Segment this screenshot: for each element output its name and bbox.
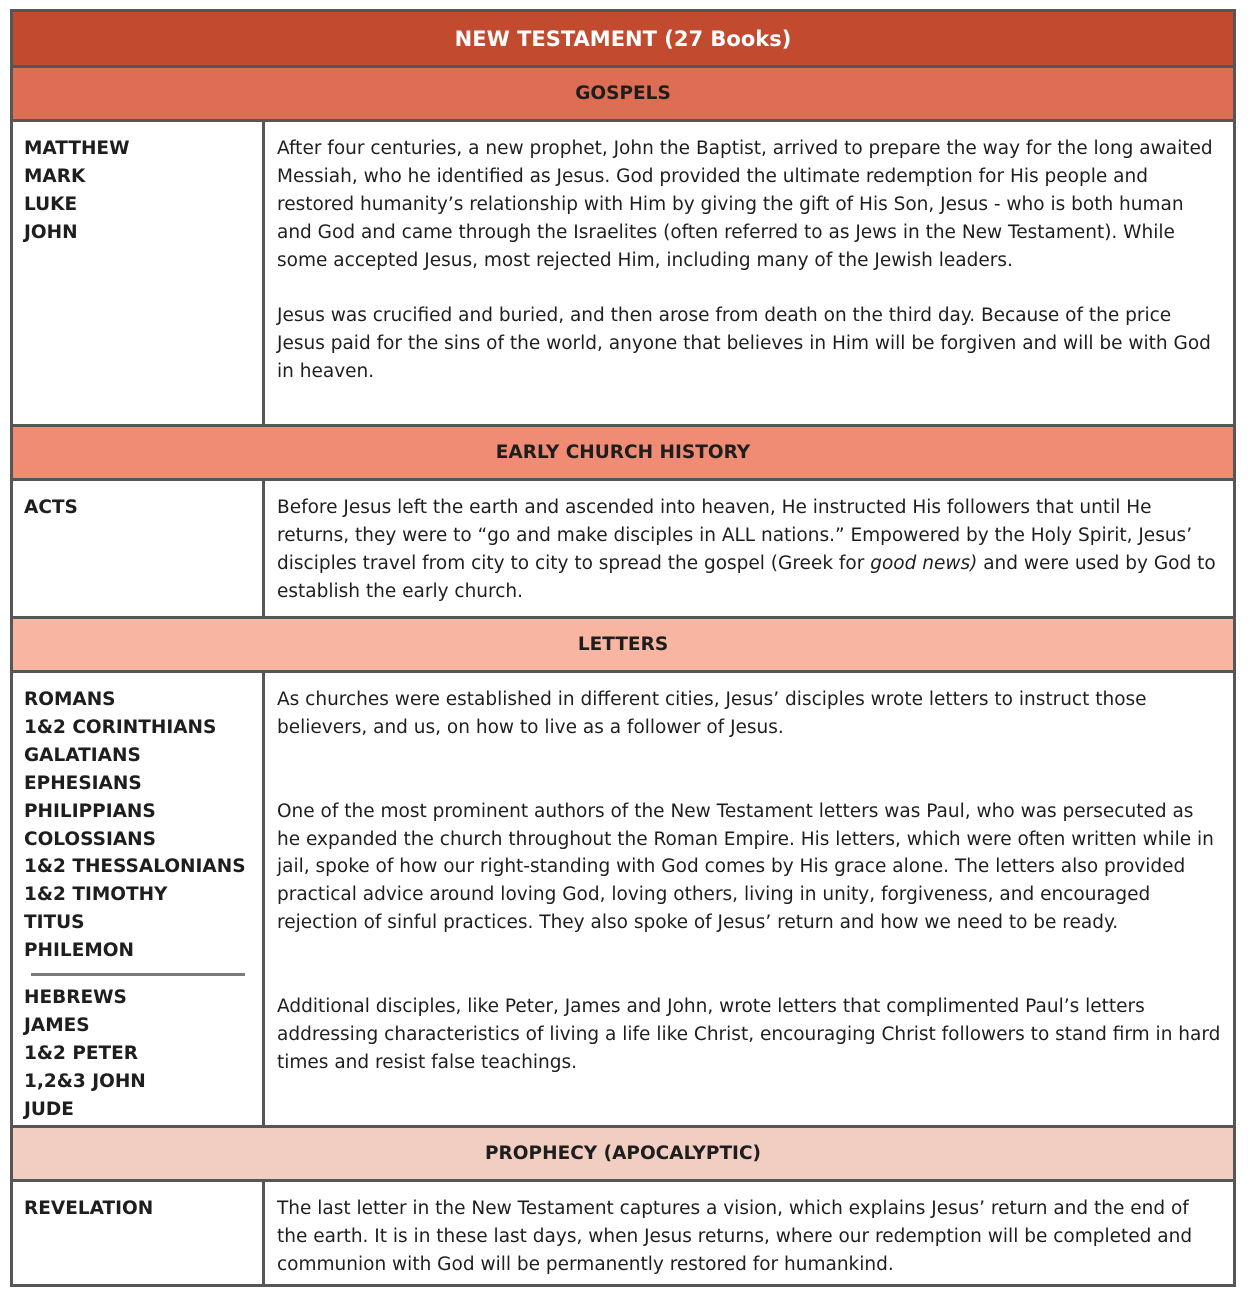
- book-name: GALATIANS: [24, 744, 141, 766]
- book-list-prophecy: [13, 1182, 265, 1284]
- section-row-gospels: [13, 122, 1233, 427]
- book-list-early-church-history: [13, 481, 265, 616]
- book-group-divider: [31, 973, 245, 976]
- section-row-letters: [13, 673, 1233, 1128]
- section-heading-prophecy: PROPHECY (APOCALYPTIC): [13, 1128, 1233, 1182]
- description-paragraph: Additional disciples, like Peter, James and John, wrote letters that complimented Paul’s letters addressing characteristics of living a life like Christ, encouraging Christ followers to stand firm in hard times and resist false teachings.: [277, 995, 1221, 1073]
- section-description-letters: [277, 673, 1233, 1125]
- description-paragraph: As churches were established in different cities, Jesus’ disciples wrote letters to instruct those believers, and us, on how to live as a follower of Jesus.: [277, 689, 1147, 738]
- book-name: 1,2&3 JOHN: [24, 1070, 146, 1092]
- book-name: JAMES: [24, 1014, 90, 1036]
- book-name: MARK: [24, 165, 86, 187]
- section-description-early-church-history: [277, 481, 1233, 616]
- book-name: MATTHEW: [24, 138, 130, 159]
- book-name: REVELATION: [24, 1198, 154, 1219]
- description-paragraph: Jesus was crucified and buried, and then arose from death on the third day. Because of the price Jesus paid for the sins of the world, anyone that believes in Him will be forgiven and will be with God in heaven.: [277, 305, 1211, 383]
- table-title: NEW TESTAMENT (27 Books): [13, 12, 1233, 68]
- book-name: PHILIPPIANS: [24, 800, 156, 822]
- section-heading-early-church-history: EARLY CHURCH HISTORY: [13, 427, 1233, 481]
- book-name: 1&2 TIMOTHY: [24, 884, 168, 906]
- book-name: JOHN: [24, 221, 78, 243]
- book-name: COLOSSIANS: [24, 828, 156, 850]
- section-description-gospels: [277, 122, 1233, 424]
- section-row-prophecy: [13, 1182, 1233, 1284]
- section-description-prophecy: [277, 1182, 1233, 1284]
- description-text: Before Jesus left the earth and ascended into heaven, He instructed His followers that until He returns, they were to “go and make disciples in ALL nations.” Empowered by the Holy Spirit, Jesus’ disciples travel from city to city to spread the gospel (Greek for: [277, 497, 1193, 574]
- description-paragraph: The last letter in the New Testament captures a vision, which explains Jesus’ return and the end of the earth. It is in these last days, when Jesus returns, where our redemption will be completed and communion with God will be permanently restored for humankind.: [277, 1198, 1193, 1275]
- description-paragraph: One of the most prominent authors of the New Testament letters was Paul, who was persecuted as he expanded the church throughout the Roman Empire. His letters, which were often written while in jail, spoke of how our right-standing with God comes by His grace alone. The letters also provided practical advice around loving God, loving others, living in unity, forgiveness, and encouraged rejection of sinful practices. They also spoke of Jesus’ return and how we need to be ready.: [277, 800, 1214, 934]
- book-name: EPHESIANS: [24, 772, 142, 794]
- book-name: HEBREWS: [24, 987, 127, 1009]
- section-row-early-church-history: [13, 481, 1233, 619]
- book-name: 1&2 THESSALONIANS: [24, 856, 246, 878]
- description-text: and were used by God to establish the early church.: [277, 552, 1216, 602]
- book-name: TITUS: [24, 912, 85, 934]
- book-name: 1&2 PETER: [24, 1042, 139, 1064]
- book-name: LUKE: [24, 193, 78, 215]
- section-heading-gospels: GOSPELS: [13, 68, 1233, 122]
- book-name: ACTS: [24, 497, 78, 518]
- book-list-letters: [13, 673, 265, 1125]
- new-testament-table: [10, 9, 1236, 1287]
- section-heading-letters: LETTERS: [13, 619, 1233, 673]
- book-name: ROMANS: [24, 689, 116, 710]
- book-name: 1&2 CORINTHIANS: [24, 716, 217, 738]
- book-name: JUDE: [24, 1098, 74, 1120]
- description-italic-text: good news): [870, 552, 978, 574]
- book-list-gospels: [13, 122, 265, 424]
- description-paragraph: After four centuries, a new prophet, John the Baptist, arrived to prepare the way for the long awaited Messiah, who he identified as Jesus. God provided the ultimate redemption for His people and restored humanity’s relationship with Him by giving the gift of His Son, Jesus - who is both human and God and came through the Israelites (often referred to as Jews in the New Testament). While some accepted Jesus, most rejected Him, including many of the Jewish leaders.: [277, 138, 1213, 271]
- description-paragraph: [277, 494, 1221, 606]
- book-name: PHILEMON: [24, 940, 134, 962]
